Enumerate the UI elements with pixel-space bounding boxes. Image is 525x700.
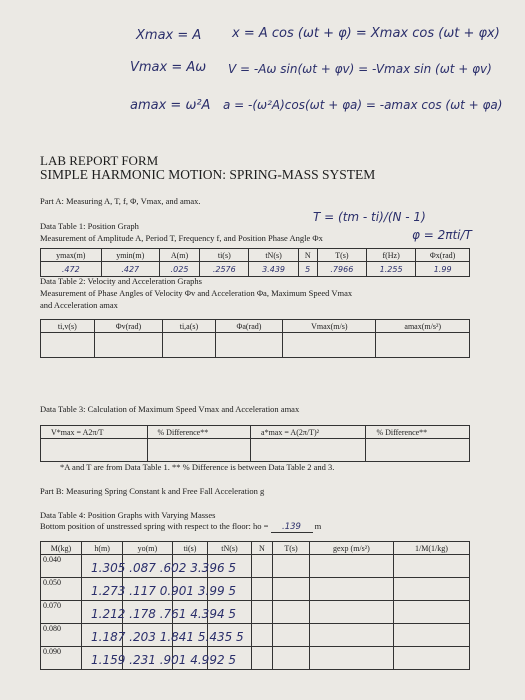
- table-cell: [309, 555, 393, 578]
- table-cell: [309, 578, 393, 601]
- table4-desc-text: Bottom position of unstressed spring with respect to the floor: ho =: [40, 521, 269, 531]
- col-header: T(s): [317, 249, 366, 262]
- table-cell: [123, 624, 172, 647]
- table4-title: Data Table 4: Position Graphs with Varying Masses: [40, 510, 216, 520]
- table2-desc-2: and Acceleration amax: [40, 300, 118, 310]
- hw-velocity-eq: V = -Aω sin(ωt + φv) = -Vmax sin (ωt + φv): [228, 62, 492, 76]
- hw-phase-note: φ = 2πti/T: [412, 228, 472, 242]
- table-cell: [94, 333, 162, 358]
- table-header-row: [41, 320, 470, 333]
- table-cell: [172, 624, 208, 647]
- mass-value: 0.080: [43, 624, 61, 633]
- table-cell: [273, 647, 310, 670]
- mass-value: 0.050: [43, 578, 61, 587]
- table-cell: [123, 555, 172, 578]
- table-cell: [82, 647, 123, 670]
- table-cell: 3.439: [249, 262, 298, 277]
- table-cell: .2576: [200, 262, 249, 277]
- table-cell: [123, 647, 172, 670]
- col-header: Φx(rad): [416, 249, 470, 262]
- table-cell: [208, 555, 251, 578]
- table-cell: [82, 601, 123, 624]
- table-cell: [172, 647, 208, 670]
- hw-position-eq: x = A cos (ωt + φ) = Xmax cos (ωt + φx): [232, 26, 500, 41]
- col-header: tN(s): [249, 249, 298, 262]
- table-cell: [376, 333, 470, 358]
- table-cell: .427: [101, 262, 159, 277]
- table-cell: [393, 555, 469, 578]
- table-cell: .7966: [317, 262, 366, 277]
- col-header: ymax(m): [41, 249, 102, 262]
- col-header: T(s): [273, 542, 310, 555]
- mass-cell: [41, 578, 237, 601]
- table-cell: [283, 333, 376, 358]
- table-cell: [147, 439, 251, 462]
- table-cell: [309, 624, 393, 647]
- col-header: amax(m/s²): [376, 320, 470, 333]
- col-header: 1/M(1/kg): [393, 542, 469, 555]
- data-table-2: [40, 319, 470, 358]
- table-cell: [208, 647, 251, 670]
- table3-title: Data Table 3: Calculation of Maximum Speed Vmax and Acceleration amax: [40, 404, 300, 414]
- table-header-row: [41, 249, 470, 262]
- ho-unit: m: [314, 521, 322, 531]
- row-handwriting: 1.159 .231 .901 4.992 5: [91, 653, 237, 667]
- table-cell: [273, 578, 310, 601]
- table1-desc: Measurement of Amplitude A, Period T, Frequency f, and Position Phase Angle Φx: [40, 233, 323, 243]
- table-cell: [82, 624, 123, 647]
- table-cell: [172, 555, 208, 578]
- col-header: ti,v(s): [41, 320, 95, 333]
- row-handwriting: 1.273 .117 0.901 3.99 5: [91, 584, 237, 598]
- mass-value: 0.040: [43, 555, 61, 564]
- table-cell: [41, 439, 148, 462]
- table-row: [41, 601, 470, 624]
- col-header: % Difference**: [147, 426, 251, 439]
- table-cell: [208, 624, 251, 647]
- col-header: tN(s): [208, 542, 251, 555]
- table-cell: [123, 578, 172, 601]
- table2-title: Data Table 2: Velocity and Acceleration Graphs: [40, 276, 202, 286]
- table-cell: [393, 601, 469, 624]
- table-cell: [208, 578, 251, 601]
- form-title: LAB REPORT FORM: [40, 153, 159, 168]
- footnote: *A and T are from Data Table 1. ** % Difference is between Data Table 2 and 3.: [60, 462, 335, 472]
- row-handwriting: 1.212 .178 .761 4.394 5: [91, 607, 237, 621]
- table-cell: [172, 601, 208, 624]
- table-header-row: [41, 426, 470, 439]
- col-header: ti(s): [172, 542, 208, 555]
- row-handwriting: 1.305 .087 .602 3.396 5: [91, 561, 237, 575]
- table-row: [41, 262, 470, 277]
- table-cell: 1.255: [366, 262, 415, 277]
- table-cell: [251, 439, 366, 462]
- hw-accel-eq: a = -(ω²A)cos(ωt + φa) = -amax cos (ωt + φa): [223, 98, 503, 112]
- table-cell: [366, 439, 470, 462]
- col-header: % Difference**: [366, 426, 470, 439]
- table-cell: [123, 601, 172, 624]
- table-cell: 1.99: [416, 262, 470, 277]
- mass-cell: [41, 624, 244, 647]
- table-cell: [251, 578, 273, 601]
- table-cell: [393, 647, 469, 670]
- col-header: yo(m): [123, 542, 172, 555]
- table-cell: [251, 601, 273, 624]
- part-b-heading: Part B: Measuring Spring Constant k and Free Fall Acceleration g: [40, 486, 265, 496]
- table-cell: [393, 578, 469, 601]
- col-header: a*max = A(2π/T)²: [251, 426, 366, 439]
- col-header: Φv(rad): [94, 320, 162, 333]
- table-cell: [82, 578, 123, 601]
- col-header: gexp (m/s²): [309, 542, 393, 555]
- table-cell: [251, 624, 273, 647]
- table1-title: Data Table 1: Position Graph: [40, 221, 139, 231]
- table-row: [41, 647, 470, 670]
- col-header: M(kg): [41, 542, 82, 555]
- col-header: Φa(rad): [215, 320, 282, 333]
- table-cell: [273, 624, 310, 647]
- mass-cell: [41, 601, 237, 624]
- table4-desc: [40, 521, 321, 533]
- table-cell: [251, 555, 273, 578]
- data-table-3: [40, 425, 470, 462]
- col-header: ti,a(s): [163, 320, 216, 333]
- col-header: V*max = A2π/T: [41, 426, 148, 439]
- table-cell: .472: [41, 262, 102, 277]
- mass-value: 0.070: [43, 601, 61, 610]
- table-cell: [273, 555, 310, 578]
- col-header: A(m): [159, 249, 199, 262]
- data-table-4: [40, 541, 470, 670]
- table-cell: [208, 601, 251, 624]
- col-header: f(Hz): [366, 249, 415, 262]
- table-cell: [309, 601, 393, 624]
- table-cell: [309, 647, 393, 670]
- table-cell: [82, 555, 123, 578]
- col-header: ti(s): [200, 249, 249, 262]
- table-row: [41, 333, 470, 358]
- hw-amax: amax = ω²A: [130, 98, 211, 113]
- table-cell: [41, 333, 95, 358]
- col-header: Vmax(m/s): [283, 320, 376, 333]
- table-row: [41, 578, 470, 601]
- col-header: N: [298, 249, 317, 262]
- table-cell: [273, 601, 310, 624]
- ho-value: .139: [271, 522, 313, 533]
- table-cell: [215, 333, 282, 358]
- hw-period-note: T = (tm - ti)/(N - 1): [313, 210, 426, 224]
- mass-value: 0.090: [43, 647, 61, 656]
- col-header: N: [251, 542, 273, 555]
- table2-desc-1: Measurement of Phase Angles of Velocity Φv and Acceleration Φa, Maximum Speed Vmax: [40, 288, 353, 298]
- hw-vmax: Vmax = Aω: [130, 60, 207, 75]
- form-subtitle: SIMPLE HARMONIC MOTION: SPRING-MASS SYSTEM: [40, 167, 376, 182]
- table-cell: [163, 333, 216, 358]
- table-header-row: [41, 542, 470, 555]
- col-header: h(m): [82, 542, 123, 555]
- table-row: [41, 624, 470, 647]
- mass-cell: [41, 555, 237, 578]
- part-a-heading: Part A: Measuring A, T, f, Φ, Vmax, and amax.: [40, 196, 201, 206]
- data-table-1: [40, 248, 470, 277]
- mass-cell: [41, 647, 237, 670]
- row-handwriting: 1.187 .203 1.841 5.435 5: [91, 630, 244, 644]
- table-cell: 5: [298, 262, 317, 277]
- col-header: ymin(m): [101, 249, 159, 262]
- table-row: [41, 439, 470, 462]
- table-row: [41, 555, 470, 578]
- table-cell: .025: [159, 262, 199, 277]
- table-cell: [172, 578, 208, 601]
- table-cell: [393, 624, 469, 647]
- table-cell: [251, 647, 273, 670]
- hw-xmax: Xmax = A: [136, 28, 202, 43]
